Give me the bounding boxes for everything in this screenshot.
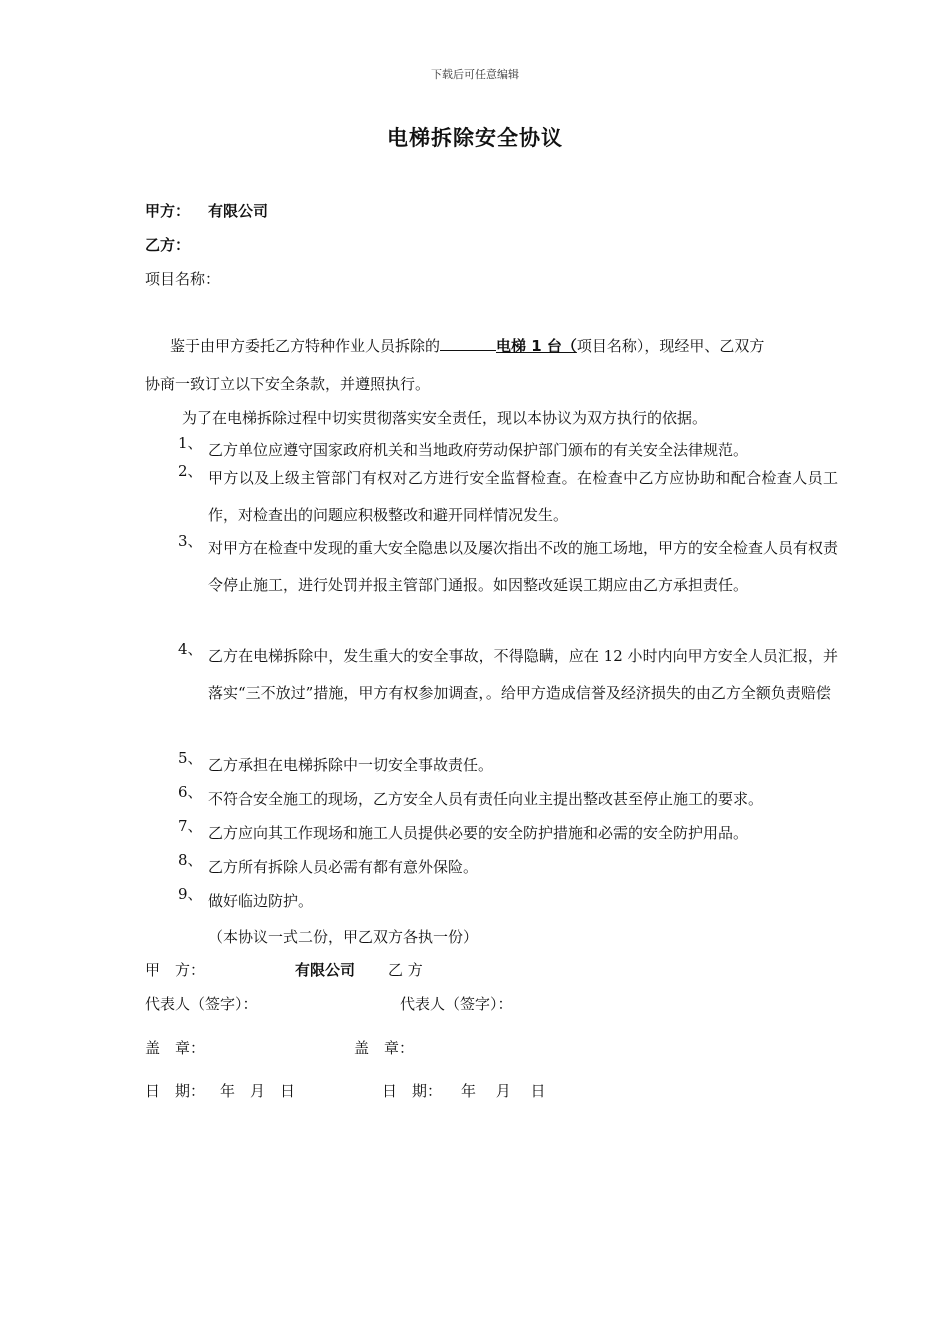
party-a-date-fields: 年 月 日 [220,1082,296,1100]
party-b-representative: 代表人（签字）： [400,995,513,1013]
header-note: 下载后可任意编辑 [431,68,519,81]
party-a-label: 甲方： [145,202,191,220]
document-title: 电梯拆除安全协议 [387,126,563,150]
clause-number: 1、 [178,434,203,452]
party-b-seal: 盖 章： [354,1039,415,1057]
closing-note: （本协议一式二份，甲乙双方各执一份） [208,928,479,946]
intro-line-2: 协商一致订立以下安全条款，并遵照执行。 [145,375,431,393]
clause-text: 乙方单位应遵守国家政府机关和当地政府劳动保护部门颁布的有关安全法律规范。 [208,441,749,459]
party-b-date-fields: 年 月 日 [461,1082,546,1100]
clause-number: 3、 [178,532,203,550]
clause-number: 6、 [178,783,203,801]
party-a-date-label: 日 期： [145,1082,206,1100]
clause-number: 9、 [178,885,203,903]
intro-line-3: 为了在电梯拆除过程中切实贯彻落实安全责任，现以本协议为双方执行的依据。 [182,409,708,427]
clause-text: 乙方在电梯拆除中，发生重大的安全事故，不得隐瞒，应在 12 小时内向甲方安全人员汇报，并落实“三不放过”措施，甲方有权参加调查，。给甲方造成信誉及经济损失的由乙方全额负责赔偿 [208,647,838,702]
party-a-name: 有限公司 [208,202,269,220]
clause-text: 做好临边防护。 [208,892,314,910]
party-a-line [145,200,268,221]
clause-text: 乙方承担在电梯拆除中一切安全事故责任。 [208,756,494,774]
project-name-label: 项目名称： [145,270,221,288]
clause-number: 5、 [178,749,203,767]
intro-prefix: 鉴于由甲方委托乙方特种作业人员拆除的 [170,337,441,355]
party-a-sign-label: 甲 方： [145,961,206,979]
clause-number: 4、 [178,640,203,658]
party-a-representative: 代表人（签字）： [145,995,258,1013]
clause-text: 甲方以及上级主管部门有权对乙方进行安全监督检查。在检查中乙方应协助和配合检查人员工作，对检查出的问题应积极整改和避开同样情况发生。 [208,469,838,524]
clause-text: 乙方应向其工作现场和施工人员提供必要的安全防护措施和必需的安全防护用品。 [208,824,749,842]
elevator-count: 电梯 1 台（ [496,337,577,355]
party-a-sign-name: 有限公司 [295,961,356,979]
party-b-label: 乙方： [145,236,191,254]
clause-number: 8、 [178,851,203,869]
intro-line-1 [170,335,764,356]
clause-number: 7、 [178,817,203,835]
party-b-sign-label: 乙 方 [388,961,423,979]
clause-text: 对甲方在检查中发现的重大安全隐患以及屡次指出不改的施工场地，甲方的安全检查人员有权责令停止施工，进行处罚并报主管部门通报。如因整改延误工期应由乙方承担责任。 [208,539,839,594]
party-b-date-label: 日 期： [382,1082,443,1100]
clause-number: 2、 [178,462,203,480]
clause-text: 乙方所有拆除人员必需有都有意外保险。 [208,858,479,876]
clause-text: 不符合安全施工的现场，乙方安全人员有责任向业主提出整改甚至停止施工的要求。 [208,790,764,808]
party-a-seal: 盖 章： [145,1039,206,1057]
intro-suffix: 项目名称），现经甲、乙双方 [576,337,765,355]
blank-underline [440,336,496,351]
